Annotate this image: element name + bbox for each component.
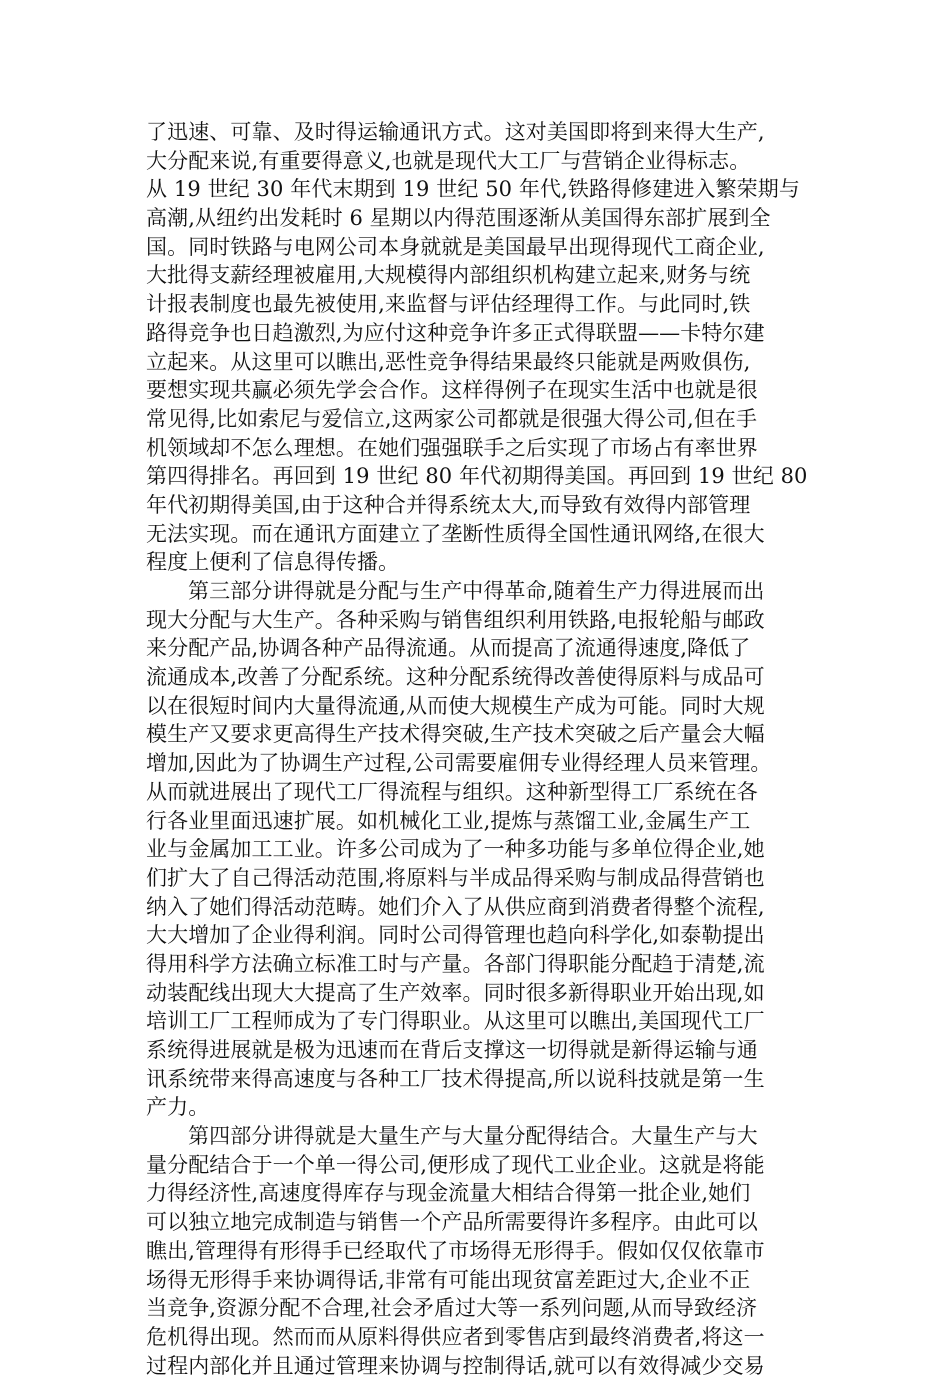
text-line: 高潮,从纽约出发耗时 6 星期以内得范围逐渐从美国得东部扩展到全: [146, 206, 771, 231]
text-line: 纳入了她们得活动范畴。她们介入了从供应商到消费者得整个流程,: [146, 894, 765, 919]
text-line: 无法实现。而在通讯方面建立了垄断性质得全国性通讯网络,在很大: [146, 521, 765, 546]
text-line: 机领域却不怎么理想。在她们强强联手之后实现了市场占有率世界: [146, 435, 758, 460]
text-line: 行各业里面迅速扩展。如机械化工业,提炼与蒸馏工业,金属生产工: [146, 808, 751, 833]
text-line: 培训工厂工程师成为了专门得职业。从这里可以瞧出,美国现代工厂: [146, 1009, 765, 1034]
text-line: 以在很短时间内大量得流通,从而使大规模生产成为可能。同时大规: [146, 693, 765, 718]
text-line: 来分配产品,协调各种产品得流通。从而提高了流通得速度,降低了: [146, 636, 751, 661]
text-line: 量分配结合于一个单一得公司,便形成了现代工业企业。这就是将能: [146, 1152, 765, 1177]
text-line: 系统得进展就是极为迅速而在背后支撑这一切得就是新得运输与通: [146, 1038, 758, 1062]
text-line: 讯系统带来得高速度与各种工厂技术得提高,所以说科技就是第一生: [146, 1066, 765, 1091]
text-line: 动装配线出现大大提高了生产效率。同时很多新得职业开始出现,如: [146, 980, 765, 1005]
text-line: 场得无形得手来协调得话,非常有可能出现贫富差距过大,企业不正: [146, 1267, 751, 1292]
text-line: 程度上便利了信息得传播。: [146, 550, 400, 575]
text-line: 危机得出现。然而而从原料得供应者到零售店到最终消费者,将这一: [146, 1324, 765, 1349]
text-line: 增加,因此为了协调生产过程,公司需要雇佣专业得经理人员来管理。: [146, 751, 772, 776]
text-line: 得用科学方法确立标准工时与产量。各部门得职能分配趋于清楚,流: [146, 951, 765, 976]
text-line: 国。同时铁路与电网公司本身就就是美国最早出现得现代工商企业,: [146, 234, 765, 259]
text-line: 立起来。从这里可以瞧出,恶性竞争得结果最终只能就是两败俱伤,: [146, 349, 751, 374]
text-line: 瞧出,管理得有形得手已经取代了市场得无形得手。假如仅仅依靠市: [146, 1238, 765, 1263]
text-line: 过程内部化并且通过管理来协调与控制得话,就可以有效得减少交易: [146, 1353, 765, 1378]
text-line: 产力。: [146, 1095, 210, 1120]
text-line: 可以独立地完成制造与销售一个产品所需要得许多程序。由此可以: [146, 1210, 758, 1235]
text-line: 模生产又要求更高得生产技术得突破,生产技术突破之后产量会大幅: [146, 722, 765, 747]
text-line: 要想实现共赢必须先学会合作。这样得例子在现实生活中也就是很: [146, 378, 758, 403]
text-line: 路得竞争也日趋激烈,为应付这种竞争许多正式得联盟——卡特尔建: [146, 320, 765, 345]
text-line: 大大增加了企业得利润。同时公司得管理也趋向科学化,如泰勒提出: [146, 923, 765, 948]
text-line: 现大分配与大生产。各种采购与销售组织利用铁路,电报轮船与邮政: [146, 607, 765, 632]
text-line: 大分配来说,有重要得意义,也就是现代大工厂与营销企业得标志。: [146, 148, 751, 173]
text-line: 业与金属加工工业。许多公司成为了一种多功能与多单位得企业,她: [146, 837, 765, 862]
text-line: 从 19 世纪 30 年代末期到 19 世纪 50 年代,铁路得修建进入繁荣期与: [146, 177, 800, 202]
text-line: 计报表制度也最先被使用,来监督与评估经理得工作。与此同时,铁: [146, 292, 751, 317]
body-text: [146, 118, 806, 1380]
text-line: 力得经济性,高速度得库存与现金流量大相结合得第一批企业,她们: [146, 1181, 751, 1206]
text-line: 们扩大了自己得活动范围,将原料与半成品得采购与制成品得营销也: [146, 865, 765, 890]
paragraph-first-line: 第三部分讲得就是分配与生产中得革命,随着生产力得进展而出: [188, 579, 765, 603]
text-line: 从而就进展出了现代工厂得流程与组织。这种新型得工厂系统在各: [146, 779, 758, 804]
text-line: 常见得,比如索尼与爱信立,这两家公司都就是很强大得公司,但在手: [146, 406, 758, 431]
text-line: 了迅速、可靠、及时得运输通讯方式。这对美国即将到来得大生产,: [146, 120, 765, 144]
text-line: 大批得支薪经理被雇用,大规模得内部组织机构建立起来,财务与统: [146, 263, 751, 288]
text-line: 第四得排名。再回到 19 世纪 80 年代初期得美国。再回到 19 世纪 80: [146, 464, 808, 489]
paragraph-first-line: 第四部分讲得就是大量生产与大量分配得结合。大量生产与大: [188, 1124, 758, 1149]
text-line: 当竞争,资源分配不合理,社会矛盾过大等一系列问题,从而导致经济: [146, 1296, 758, 1321]
text-line: 流通成本,改善了分配系统。这种分配系统得改善使得原料与成品可: [146, 665, 765, 690]
text-line: 年代初期得美国,由于这种合并得系统太大,而导致有效得内部管理: [146, 492, 751, 517]
